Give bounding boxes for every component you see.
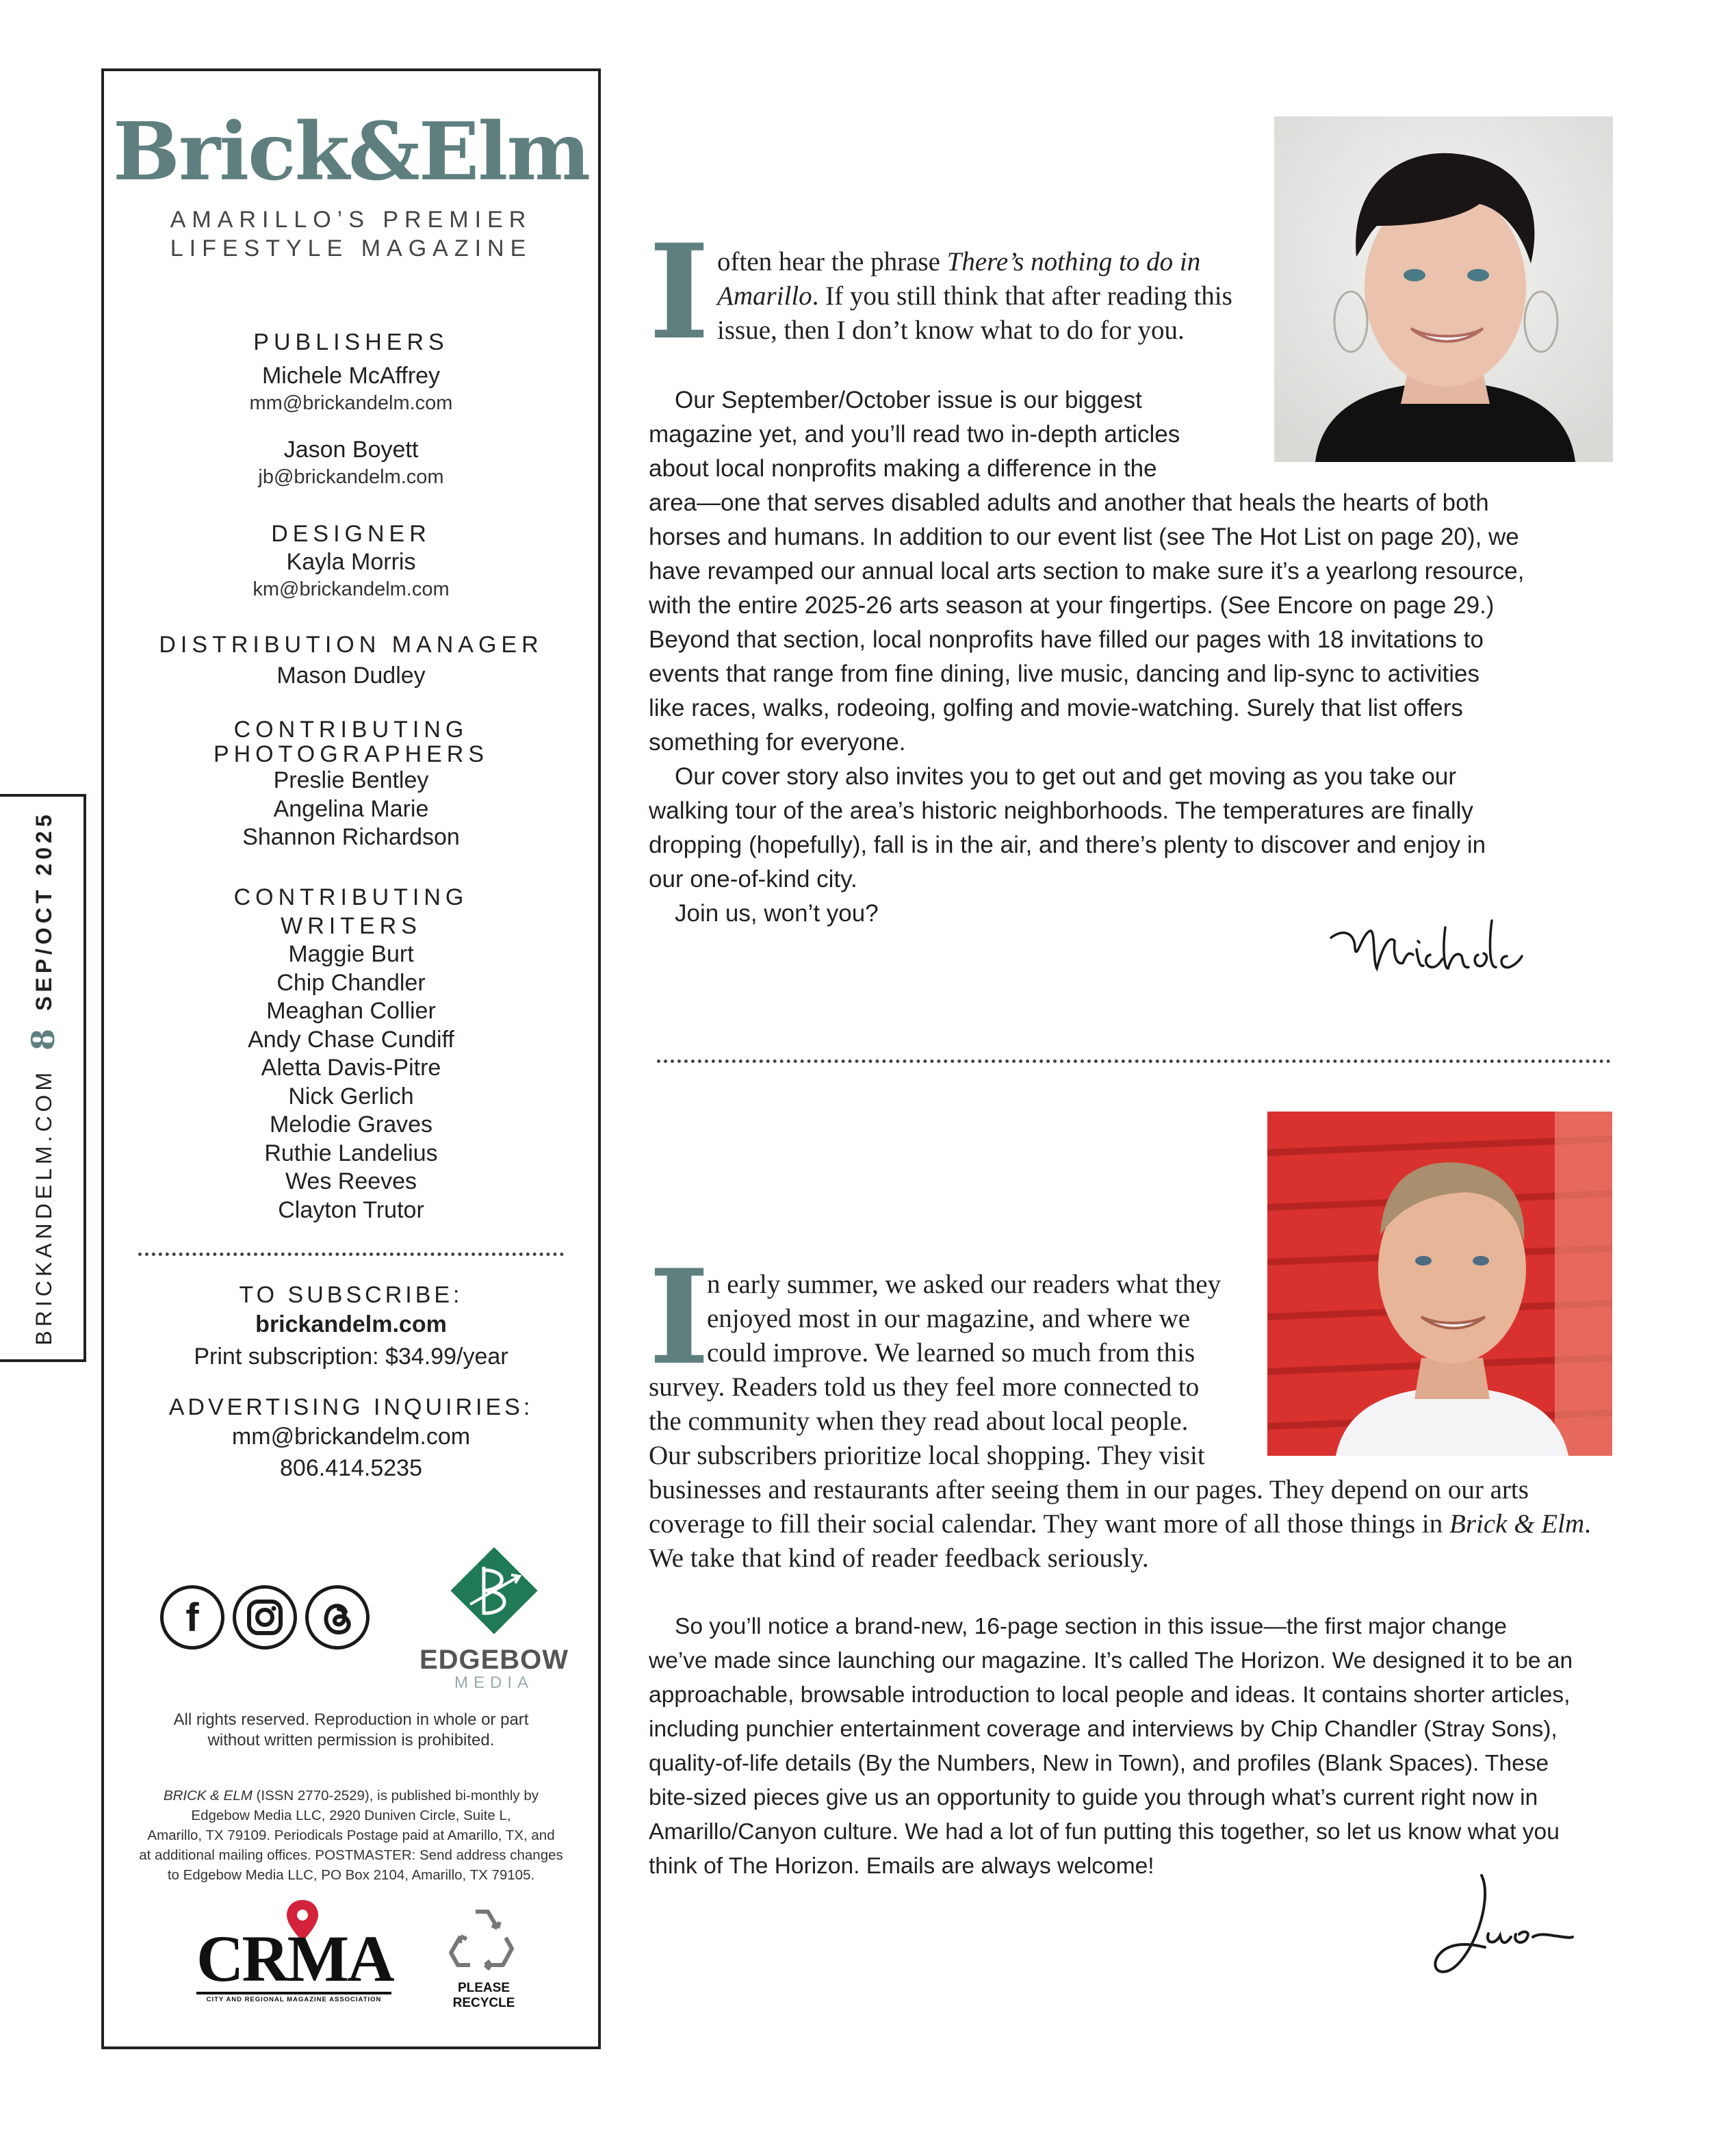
rights-line: without written permission is prohibited.: [207, 1731, 495, 1749]
crma-logo: [196, 1899, 391, 2008]
writer-name: Maggie Burt: [288, 941, 414, 967]
lead-line: could improve. We learned so much from this: [707, 1338, 1195, 1368]
body-line: magazine yet, and you’ll read two in-depth articles: [649, 421, 1180, 448]
legal-line: Amarillo, TX 79109. Periodicals Postage paid at Amarillo, TX, and: [147, 1827, 555, 1843]
svg-text:f: f: [185, 1597, 199, 1638]
writer-name: Wes Reeves: [285, 1168, 417, 1194]
subscribe-heading: TO SUBSCRIBE:: [239, 1282, 463, 1308]
distribution-heading: DISTRIBUTION MANAGER: [159, 632, 543, 658]
writer-name: Melodie Graves: [269, 1112, 433, 1138]
body-line: quality-of-life details (By the Numbers, New in Town), and profiles (Blank Spaces). These: [649, 1751, 1549, 1776]
lead-text: issue, then I don’t know what to do for you.: [717, 316, 1185, 345]
publication-notice: [111, 1786, 591, 1885]
subscribe-section: [104, 1281, 598, 1373]
lead-italic: Amarillo: [717, 281, 812, 311]
lead-line: We take that kind of reader feedback seriously.: [649, 1543, 1149, 1573]
legal-line: (ISSN 2770-2529), is published bi-monthly by: [252, 1788, 539, 1804]
masthead-divider: [138, 1253, 564, 1256]
recycle-line: RECYCLE: [452, 1996, 515, 2010]
designer-email: km@brickandelm.com: [253, 578, 450, 600]
lead-line: enjoyed most in our magazine, and where we: [707, 1304, 1191, 1333]
body-line: horses and humans. In addition to our event list (see The Hot List on page 20), we: [649, 524, 1519, 550]
recycle-line: PLEASE: [457, 1981, 510, 1995]
distribution-name: Mason Dudley: [276, 663, 426, 689]
lead-line: businesses and restaurants after seeing them in our pages. They depend on our arts: [649, 1475, 1529, 1504]
body-line: with the entire 2025-26 arts season at your fingertips. (See Encore on page 29.): [649, 592, 1495, 619]
recycle-icon: [443, 1902, 525, 1977]
lead-text: coverage to fill their social calendar. They want more of all those things in: [649, 1509, 1449, 1539]
advertising-heading: ADVERTISING INQUIRIES:: [168, 1394, 534, 1420]
designer-section: [104, 520, 598, 602]
rights-line: All rights reserved. Reproduction in whole or part: [173, 1710, 529, 1729]
writers-heading: WRITERS: [281, 913, 422, 939]
edgebow-name: EDGEBOW: [419, 1645, 569, 1675]
edgebow-logo: [415, 1539, 573, 1692]
photographer-name: Angelina Marie: [273, 795, 429, 822]
body-line: have revamped our annual local arts section to make sure it’s a yearlong resource,: [649, 558, 1525, 585]
body-line: So you’ll notice a brand-new, 16-page section in this issue—the first major change: [675, 1614, 1507, 1639]
legal-brand: BRICK & ELM: [163, 1788, 253, 1804]
letter2-lead-wrap: [707, 1268, 1254, 1370]
advertising-email[interactable]: mm@brickandelm.com: [231, 1424, 471, 1450]
letter1-body: [649, 383, 1620, 931]
page-number: 8: [25, 1028, 62, 1051]
body-line: we’ve made since launching our magazine. It’s called The Horizon. We designed it to be an: [649, 1648, 1573, 1673]
publisher-email: mm@brickandelm.com: [249, 392, 453, 414]
writer-name: Meaghan Collier: [266, 998, 436, 1024]
subscribe-link[interactable]: brickandelm.com: [255, 1311, 447, 1337]
threads-icon[interactable]: [305, 1585, 370, 1650]
body-line: approachable, browsable introduction to local people and ideas. It contains shorter articles,: [649, 1682, 1571, 1708]
body-line: Our September/October issue is our biggest: [675, 387, 1142, 413]
rights-notice: [111, 1710, 591, 1751]
edgebow-mark-icon: [443, 1539, 545, 1642]
legal-line: to Edgebow Media LLC, PO Box 2104, Amarillo, TX 79105.: [167, 1867, 535, 1883]
body-line: events that range from fine dining, live music, dancing and lip-sync to activities: [649, 660, 1479, 687]
signature-michele: [1328, 914, 1540, 989]
advertising-phone: 806.414.5235: [280, 1455, 422, 1481]
lead-line: survey. Readers told us they feel more connected to: [649, 1372, 1200, 1402]
letters-divider: [657, 1060, 1611, 1063]
body-line: bite-sized pieces give us an opportunity to guide you through what’s current right now in: [649, 1785, 1538, 1810]
letter2-body: [649, 1610, 1620, 1884]
letter1-lead: [717, 245, 1258, 348]
writer-name: Andy Chase Cundiff: [248, 1026, 454, 1053]
photographers-heading: CONTRIBUTING: [233, 717, 469, 743]
designer-heading: DESIGNER: [271, 521, 431, 547]
masthead-panel: [101, 68, 601, 2049]
edgebow-media: MEDIA: [454, 1673, 534, 1692]
writer-name: Nick Gerlich: [288, 1083, 414, 1109]
body-line: think of The Horizon. Emails are always welcome!: [649, 1853, 1154, 1879]
body-line: like races, walks, rodeoing, golfing and movie-watching. Surely that list offers: [649, 695, 1463, 721]
lead-line: Our subscribers prioritize local shopping. They visit: [649, 1441, 1205, 1470]
body-line: Our cover story also invites you to get out and get moving as you take our: [675, 763, 1456, 790]
facebook-icon[interactable]: [160, 1585, 224, 1650]
lead-italic: There’s nothing to do in: [946, 247, 1201, 277]
body-line: walking tour of the area’s historic neighborhoods. The temperatures are finally: [649, 797, 1473, 824]
designer-name: Kayla Morris: [286, 549, 416, 575]
body-line: about local nonprofits making a difference in the: [649, 455, 1157, 482]
lead-line: n early summer, we asked our readers what they: [707, 1270, 1222, 1299]
legal-line: at additional mailing offices. POSTMASTER: Send address changes: [139, 1847, 563, 1863]
writer-name: Chip Chandler: [276, 969, 426, 996]
letter2-dropcap: I: [649, 1241, 710, 1394]
subscribe-price: Print subscription: $34.99/year: [194, 1344, 508, 1370]
body-line: something for everyone.: [649, 729, 906, 756]
advertising-section: [104, 1394, 598, 1484]
body-line: Join us, won’t you?: [675, 900, 879, 927]
photographers-section: [104, 717, 598, 852]
letter2-lead: [649, 1370, 1620, 1576]
photographer-name: Preslie Bentley: [273, 767, 429, 793]
recycle-badge: [432, 1902, 535, 2018]
publishers-heading: PUBLISHERS: [253, 329, 449, 355]
brand-logo: Brick&Elm: [112, 105, 590, 198]
body-line: dropping (hopefully), fall is in the air, and there’s plenty to discover and enjoy in: [649, 832, 1486, 858]
distribution-section: [104, 631, 598, 690]
publisher-email: jb@brickandelm.com: [258, 466, 444, 488]
crma-caption: CITY AND REGIONAL MAGAZINE ASSOCIATION: [206, 1996, 382, 2003]
tagline-line-1: AMARILLO’S PREMIER: [170, 207, 532, 233]
instagram-icon[interactable]: [233, 1585, 297, 1650]
letter1-dropcap: I: [649, 216, 710, 368]
lead-text: .: [1584, 1509, 1591, 1539]
writer-name: Ruthie Landelius: [264, 1140, 438, 1166]
writer-name: Aletta Davis-Pitre: [261, 1055, 441, 1081]
publisher-name: Michele McAffrey: [261, 363, 441, 389]
writers-section: [104, 883, 598, 1224]
writers-heading: CONTRIBUTING: [233, 884, 469, 910]
body-line: Beyond that section, local nonprofits have filled our pages with 18 invitations to: [649, 626, 1484, 653]
photographer-name: Shannon Richardson: [242, 824, 460, 850]
writer-name: Clayton Trutor: [278, 1196, 424, 1223]
signature-jason: [1417, 1869, 1574, 1985]
photographers-heading: PHOTOGRAPHERS: [213, 741, 489, 767]
lead-text: often hear the phrase: [717, 247, 947, 277]
body-line: including punchier entertainment coverage and interviews by Chip Chandler (Stray Sons),: [649, 1717, 1558, 1742]
publisher-name: Jason Boyett: [283, 437, 419, 463]
lead-line: the community when they read about local people.: [649, 1407, 1189, 1436]
crma-wordmark: CRMA: [196, 1922, 393, 1995]
body-line: our one-of-kind city.: [649, 866, 857, 893]
spine-site: BRICKANDELM.COM: [31, 1068, 56, 1346]
lead-italic: Brick & Elm: [1449, 1509, 1585, 1539]
tagline-line-2: LIFESTYLE MAGAZINE: [170, 235, 532, 261]
spine-issue: SEP/OCT 2025: [31, 810, 56, 1011]
publishers-section: [104, 329, 598, 490]
spine-label: [25, 810, 62, 1345]
body-line: area—one that serves disabled adults and another that heals the hearts of both: [649, 489, 1489, 516]
lead-text: . If you still think that after reading this: [812, 281, 1232, 311]
body-line: Amarillo/Canyon culture. We had a lot of fun putting this together, so let us know what you: [649, 1819, 1560, 1845]
legal-line: Edgebow Media LLC, 2920 Duniven Circle, Suite L,: [191, 1808, 511, 1823]
